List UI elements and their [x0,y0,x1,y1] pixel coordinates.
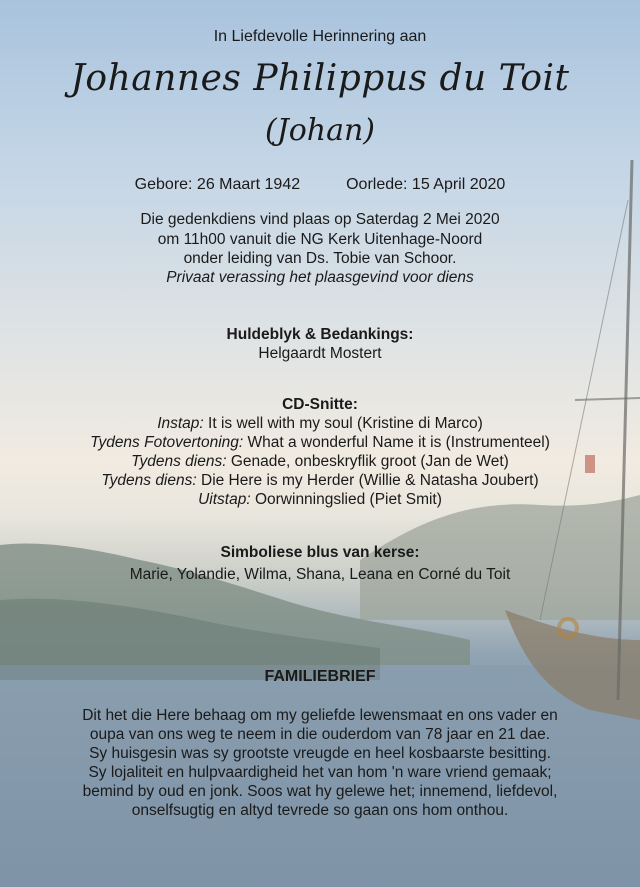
cd-track-label: Tydens diens: [101,472,197,489]
cd-track-title: Oorwinningslied (Piet Smit) [250,491,442,508]
family-letter-line: oupa van ons weg te neem in die ouderdom van 78 jaar en 21 dae. [89,726,551,743]
cd-track [0,452,640,472]
candles-heading: Simboliese blus van kerse: [220,544,420,561]
cd-track-title: It is well with my soul (Kristine di Marco) [203,415,483,432]
cd-track-label: Tydens Fotovertoning: [90,434,244,451]
cd-track-label: Instap: [157,415,204,432]
dates-line [0,176,640,194]
intro-line: In Liefdevolle Herinnering aan [213,28,427,45]
cd-tracks-heading: CD-Snitte: [282,396,358,413]
family-letter-heading: FAMILIEBRIEF [264,668,376,685]
death-date: Oorlede: 15 April 2020 [346,176,506,193]
family-letter-line: Sy huisgesin was sy grootste vreugde en heel kosbaarste besitting. [89,745,551,762]
family-letter-line: onselfsugtig en altyd tevrede so gaan ons hom onthou. [131,802,509,819]
cd-track-title: Die Here is my Herder (Willie & Natasha Joubert) [196,472,539,489]
cd-track-label: Tydens diens: [131,453,227,470]
cd-track-label: Uitstap: [198,491,251,508]
tributes-value: Helgaardt Mostert [258,345,382,362]
service-line: Die gedenkdiens vind plaas op Saterdag 2 Mei 2020 [140,211,500,228]
family-letter-line: Dit het die Here behaag om my geliefde lewensmaat en ons vader en [82,707,558,724]
cd-track [0,490,640,510]
deceased-name: Johannes Philippus du Toit [70,58,570,99]
cd-track-title: What a wonderful Name it is (Instrumenteel) [243,434,550,451]
family-letter-line: Sy lojaliteit en hulpvaardigheid het van hom 'n ware vriend gemaak; [88,764,552,781]
tributes-heading: Huldeblyk & Bedankings: [226,326,414,343]
cd-track-title: Genade, onbeskryflik groot (Jan de Wet) [226,453,509,470]
cd-track [0,433,640,453]
deceased-nickname: (Johan) [264,113,376,148]
candles-names: Marie, Yolandie, Wilma, Shana, Leana en Corné du Toit [129,566,511,583]
cd-track [0,471,640,491]
birth-date: Gebore: 26 Maart 1942 [134,176,301,193]
cremation-note: Privaat verassing het plaasgevind voor diens [166,269,474,286]
family-letter-line: bemind by oud en jonk. Soos wat hy gelewe het; innemend, liefdevol, [82,783,558,800]
cd-track [0,414,640,434]
service-line: onder leiding van Ds. Tobie van Schoor. [183,250,457,267]
service-line: om 11h00 vanuit die NG Kerk Uitenhage-Noord [157,231,483,248]
